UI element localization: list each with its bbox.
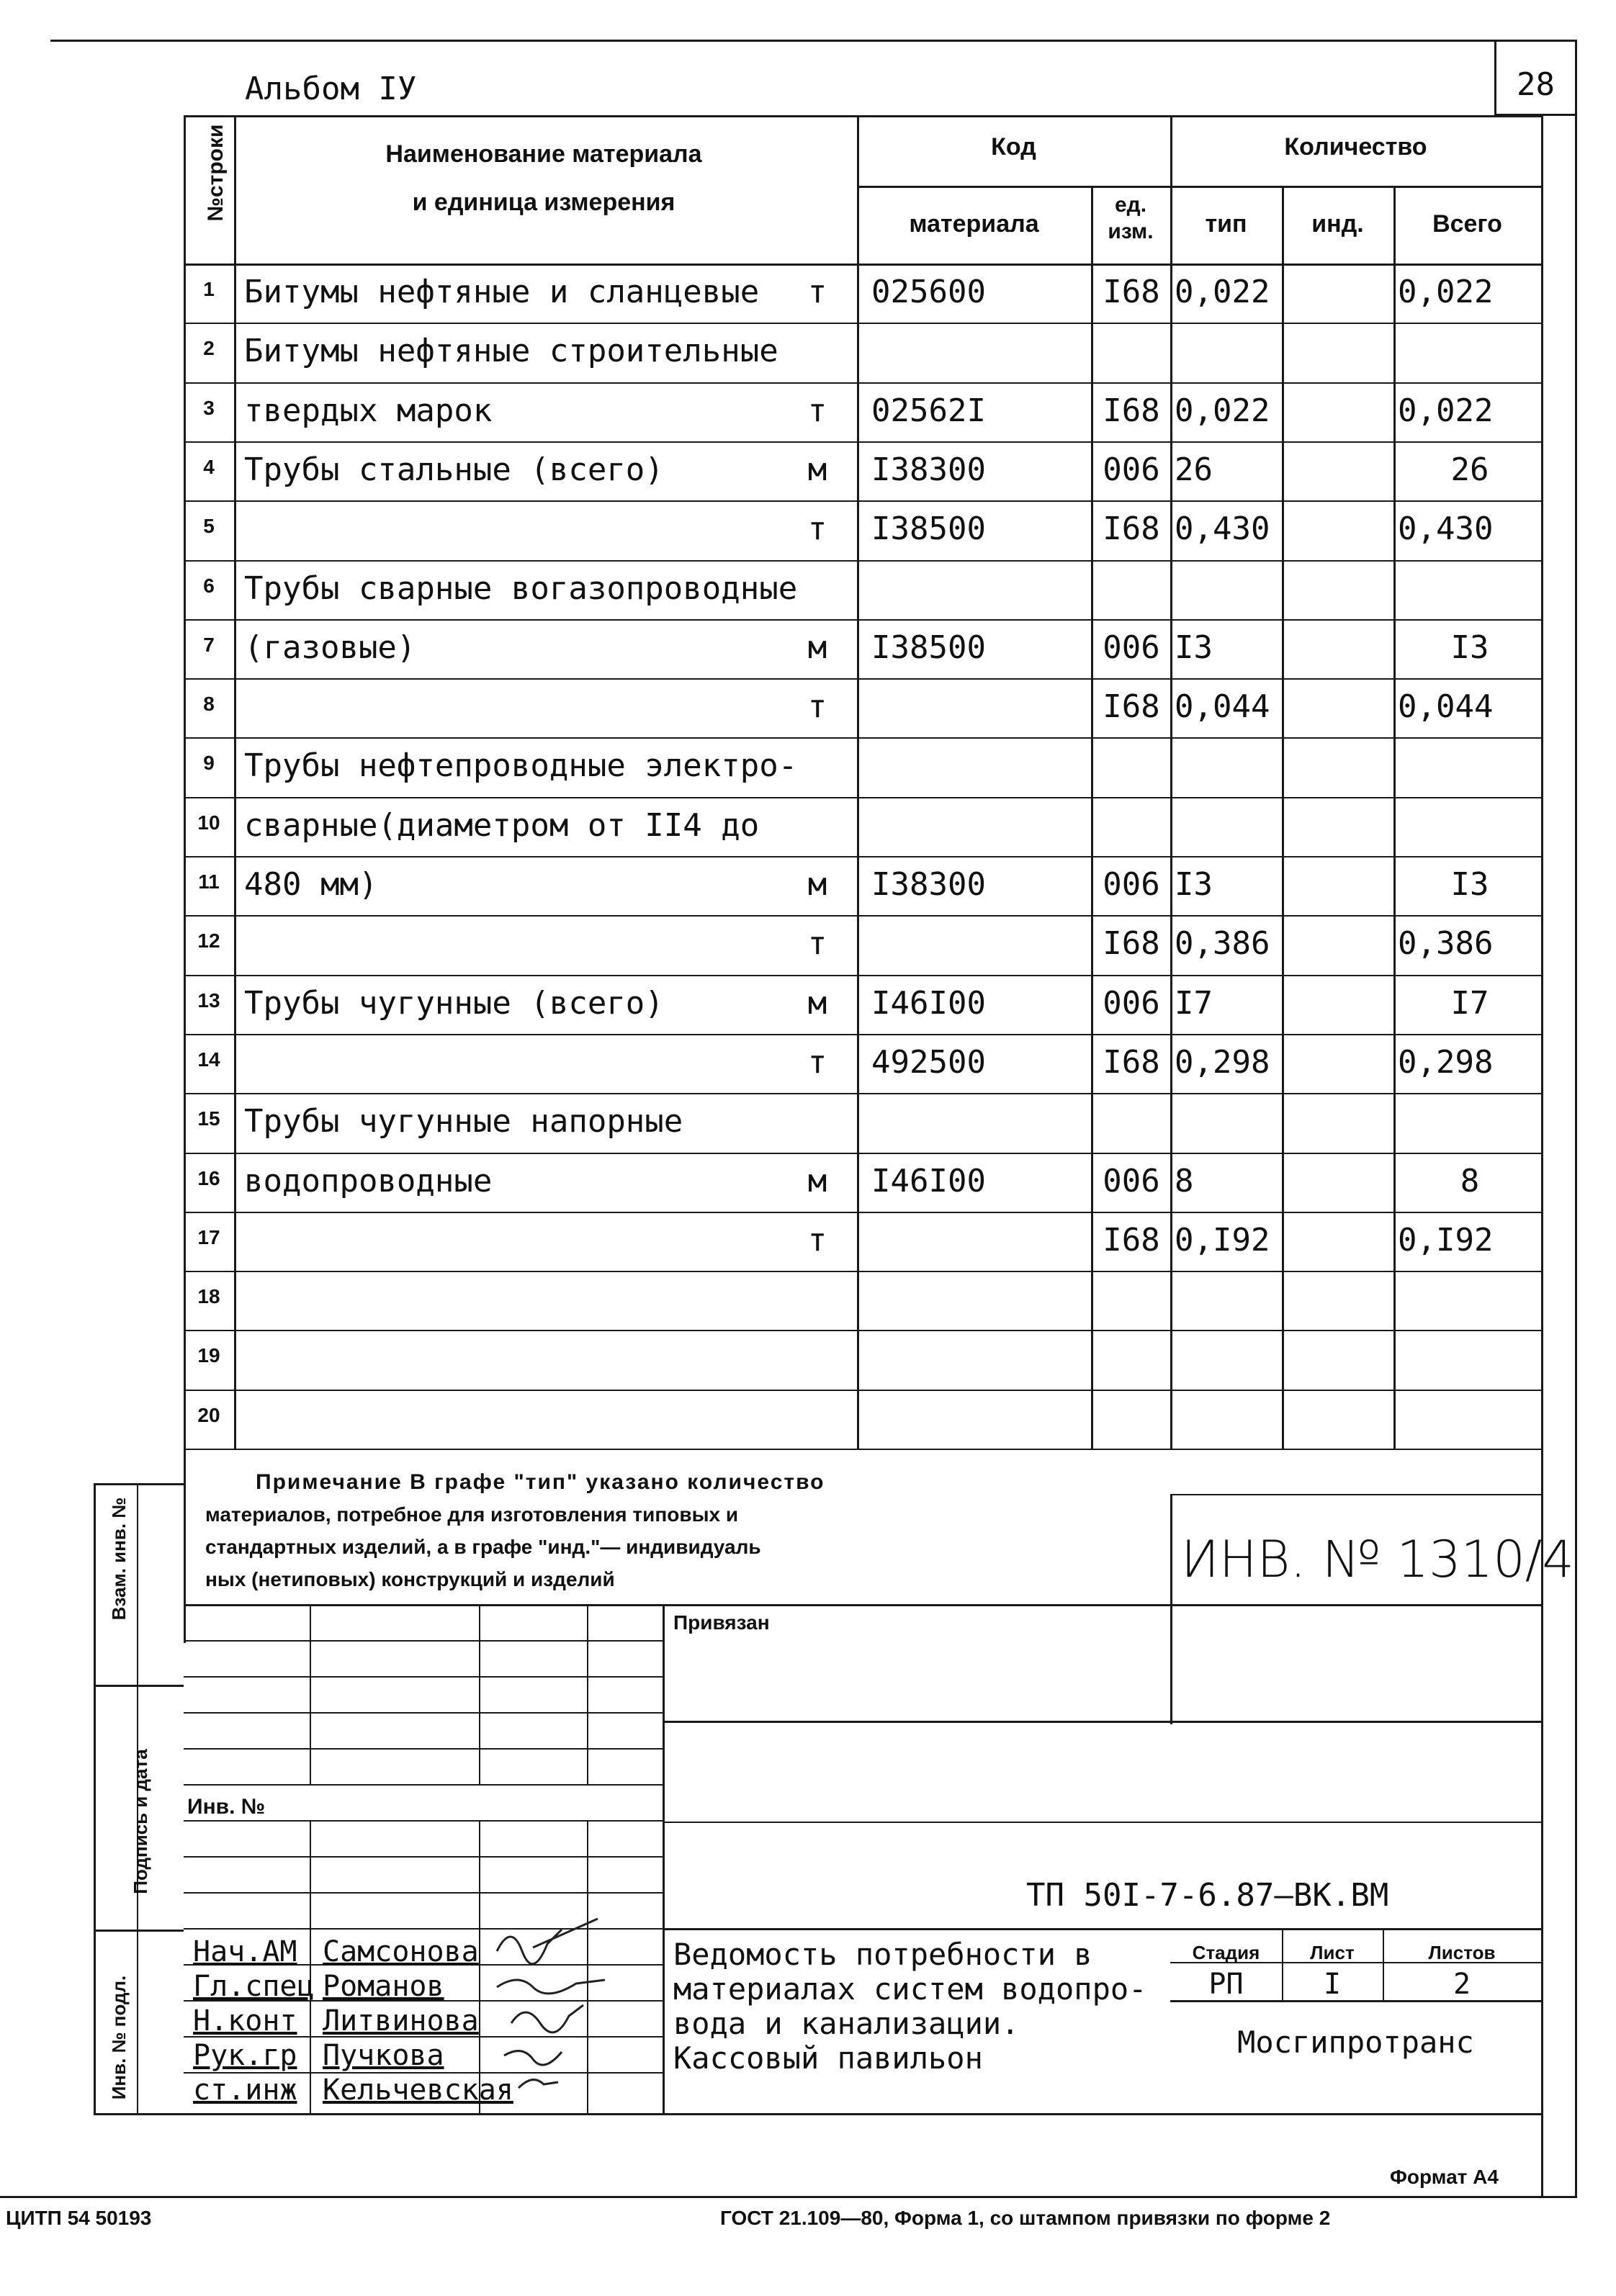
grid-row-line: [184, 678, 1541, 680]
stamp-h-line: [1170, 1494, 1541, 1495]
quantity-total: 8: [1460, 1162, 1480, 1199]
material-name: водопроводные: [244, 1162, 493, 1199]
unit-header-line1: ед.: [1114, 193, 1147, 217]
privyazan-label: Привязан: [673, 1611, 770, 1634]
stamp-h-line: [663, 1928, 1541, 1930]
grid-row-line: [184, 323, 1541, 324]
material-code: I46I00: [871, 984, 986, 1022]
quantity-type: 26: [1175, 451, 1213, 488]
side-label-inv-podl: Инв. № подл.: [108, 1975, 130, 2100]
quantity-type: 0,386: [1175, 925, 1270, 963]
row-number: 3: [203, 396, 215, 419]
row-number: 18: [197, 1285, 220, 1308]
ind-header: инд.: [1311, 210, 1364, 238]
quantity-type: 0,298: [1175, 1043, 1270, 1081]
unit-code: I68: [1103, 274, 1160, 310]
material-code: I38500: [871, 629, 986, 666]
quantity-type: I3: [1175, 629, 1213, 666]
stamp-v-line: [587, 1604, 588, 1784]
handwritten-signatures: [490, 1915, 706, 2095]
doc-title-line2: материалах систем водопро-: [673, 1971, 1147, 2007]
footer-left: ЦИТП 54 50193: [6, 2207, 152, 2229]
right-border: [1575, 40, 1577, 2198]
quantity-total: 0,430: [1398, 510, 1494, 548]
staff-name: Кельчевская: [323, 2074, 513, 2107]
unit-code: I68: [1103, 392, 1160, 429]
quantity-type: 0,044: [1175, 688, 1270, 726]
grid-v-line: [1170, 115, 1172, 1449]
quantity-total: I7: [1450, 984, 1489, 1022]
material-unit-letter: т: [807, 688, 827, 726]
staff-role: Гл.спец: [193, 1970, 315, 2003]
grid-row-line: [184, 915, 1541, 917]
staff-name: Романов: [323, 1970, 444, 2003]
quantity-type: 8: [1175, 1162, 1194, 1199]
staff-role: Н.конт: [193, 2004, 297, 2038]
doc-title-line4: Кассовый павильон: [673, 2040, 983, 2076]
material-unit-letter: т: [807, 274, 827, 310]
side-label-podpis-data: Подпись и дата: [130, 1749, 151, 1894]
row-number: 12: [197, 929, 220, 953]
quantity-type: 0,022: [1175, 392, 1270, 429]
staff-name: Пучкова: [323, 2039, 444, 2072]
material-unit-letter: т: [807, 1043, 827, 1081]
unit-code: I68: [1103, 510, 1160, 548]
material-unit-letter: м: [807, 629, 827, 666]
staff-name: Литвинова: [323, 2004, 479, 2038]
stamp-h-line: [184, 1604, 1541, 1606]
page-number: 28: [1517, 66, 1555, 103]
stamp-v-line: [479, 1820, 480, 2113]
note-line3: стандартных изделий, а в графе "инд."— индивидуаль: [205, 1536, 761, 1558]
doc-title-line3: вода и канализации.: [673, 2006, 1020, 2041]
material-name: Трубы стальные (всего): [244, 451, 664, 488]
code-header: Код: [991, 133, 1036, 161]
unit-code: I68: [1103, 1043, 1160, 1081]
grid-row-line: [184, 500, 1541, 502]
material-unit-letter: т: [807, 1221, 827, 1259]
material-name: сварные(диаметром от II4 до: [244, 806, 760, 844]
document-code: ТП 50I-7-6.87—ВК.ВМ: [1026, 1877, 1389, 1914]
material-code: 025600: [871, 274, 986, 310]
row-number: 2: [203, 337, 215, 360]
material-code: 02562I: [871, 392, 986, 429]
doc-title-line1: Ведомость потребности в: [673, 1937, 1092, 1972]
quantity-total: 26: [1450, 451, 1489, 488]
unit-code: I68: [1103, 688, 1160, 726]
material-name: Трубы нефтепроводные электро-: [244, 747, 798, 785]
stamp-h-line: [663, 1822, 1541, 1823]
quantity-type: I3: [1175, 866, 1213, 903]
material-name: Трубы сварные вогазопроводные: [244, 570, 798, 607]
quantity-total: 0,I92: [1398, 1221, 1494, 1259]
stamp-v-line: [1170, 1494, 1172, 1724]
stamp-v-line: [94, 1483, 96, 2113]
material-code: I38300: [871, 866, 986, 903]
staff-name: Самсонова: [323, 1935, 479, 1968]
sheets-value: 2: [1453, 1968, 1471, 2001]
staff-role: ст.инж: [193, 2074, 297, 2107]
total-header: Всего: [1432, 210, 1502, 238]
row-number: 11: [198, 870, 220, 893]
stamp-h-line: [184, 1892, 663, 1894]
row-number: 20: [197, 1403, 220, 1426]
quantity-type: 0,430: [1175, 510, 1270, 548]
grid-row-line: [184, 441, 1541, 443]
stamp-h-line: [94, 1483, 184, 1485]
row-number: 1: [203, 278, 215, 300]
material-unit-letter: т: [807, 925, 827, 963]
row-number: 6: [203, 574, 215, 597]
quantity-type: 0,022: [1175, 274, 1270, 310]
grid-v-line: [234, 115, 236, 1449]
material-name: Трубы чугунные напорные: [244, 1103, 683, 1140]
unit-code: I68: [1103, 1221, 1160, 1259]
row-number: 16: [197, 1166, 220, 1189]
unit-code: 006: [1103, 451, 1160, 488]
row-number: 14: [197, 1048, 220, 1071]
sheet-label: Лист: [1310, 1942, 1355, 1963]
grid-row-line: [184, 856, 1541, 857]
top-border: [50, 40, 1577, 42]
grid-row-line: [184, 382, 1541, 384]
row-number: 13: [197, 989, 220, 1012]
stamp-h-line: [184, 1856, 663, 1858]
row-number: 15: [197, 1107, 220, 1130]
album-title: Альбом IУ: [245, 71, 417, 107]
row-number: 8: [203, 693, 215, 716]
note-line4: ных (нетиповых) конструкций и изделий: [205, 1568, 615, 1590]
row-number: 17: [197, 1225, 220, 1248]
unit-header-line2: изм.: [1108, 220, 1154, 243]
grid-row-line: [184, 1449, 1541, 1450]
quantity-type: 0,I92: [1175, 1221, 1270, 1259]
grid-h-line: [184, 115, 1541, 117]
quantity-total: 0,044: [1398, 688, 1494, 726]
stamp-h-line: [184, 1784, 663, 1786]
quantity-total: 0,298: [1398, 1043, 1494, 1081]
row-number: 19: [197, 1344, 220, 1367]
stamp-v-line: [479, 1604, 480, 1784]
grid-row-line: [184, 1390, 1541, 1391]
quantity-total: I3: [1450, 629, 1489, 666]
footer-format: Формат А4: [1390, 2166, 1499, 2188]
quantity-total: 0,022: [1398, 274, 1494, 310]
unit-code: I68: [1103, 925, 1160, 963]
stamp-h-line: [184, 1748, 663, 1750]
row-number: 4: [203, 455, 215, 478]
grid-v-line: [857, 115, 859, 1449]
stage-label: Стадия: [1192, 1942, 1260, 1963]
name-header-line1: Наименование материала: [385, 140, 702, 168]
grid-v-line: [1282, 186, 1284, 1449]
material-unit-letter: т: [807, 510, 827, 548]
material-name: Трубы чугунные (всего): [244, 984, 664, 1022]
material-unit-letter: м: [807, 984, 827, 1022]
grid-row-line: [184, 1093, 1541, 1094]
bottom-border: [0, 2196, 1577, 2198]
quantity-header: Количество: [1284, 133, 1427, 161]
material-unit-letter: м: [807, 1162, 827, 1199]
grid-row-line: [184, 797, 1541, 798]
grid-row-line: [184, 560, 1541, 562]
quantity-total: 0,386: [1398, 925, 1494, 963]
grid-row-line: [184, 619, 1541, 621]
grid-row-line: [184, 1212, 1541, 1213]
note-line1: Примечание В графе "тип" указано количество: [256, 1470, 825, 1494]
unit-code: 006: [1103, 1162, 1160, 1199]
material-name: (газовые): [244, 629, 416, 666]
side-label-vzam-inv: Взам. инв. №: [108, 1497, 130, 1621]
grid-h-line: [184, 264, 1541, 266]
material-unit-letter: т: [807, 392, 827, 429]
grid-row-line: [184, 1271, 1541, 1272]
sheet-value: I: [1323, 1968, 1342, 2001]
stamp-h-line: [184, 1676, 663, 1678]
stamp-v-line: [310, 1604, 311, 1784]
footer-gost: ГОСТ 21.109—80, Форма 1, со штампом привязки по форме 2: [720, 2207, 1331, 2229]
stamp-h-line: [184, 1640, 663, 1642]
stamp-h-line: [184, 1712, 663, 1714]
stamp-h-line: [184, 2113, 1541, 2115]
grid-row-line: [184, 737, 1541, 739]
material-name: 480 мм): [244, 866, 378, 903]
sheets-label: Листов: [1428, 1942, 1496, 1963]
row-number: 9: [203, 752, 215, 775]
name-header-line2: и единица измерения: [412, 189, 675, 216]
material-code: I46I00: [871, 1162, 986, 1199]
row-number-header: №строки: [204, 124, 228, 222]
stamp-h-line: [663, 1721, 1541, 1723]
stamp-h-line: [184, 1820, 663, 1822]
row-number: 10: [197, 811, 220, 834]
material-code: I38500: [871, 510, 986, 548]
grid-row-line: [184, 1153, 1541, 1154]
quantity-total: 0,022: [1398, 392, 1494, 429]
row-number: 7: [203, 633, 215, 656]
organization-name: Мосгипротранс: [1237, 2025, 1474, 2060]
note-line2: материалов, потребное для изготовления типовых и: [205, 1503, 739, 1526]
unit-code: 006: [1103, 629, 1160, 666]
staff-role: Нач.АМ: [193, 1935, 297, 1968]
material-code: 492500: [871, 1043, 986, 1081]
material-unit-letter: м: [807, 451, 827, 488]
stamp-h-line: [94, 2113, 184, 2115]
grid-v-line: [1393, 186, 1396, 1449]
grid-v-line: [1091, 186, 1093, 1449]
quantity-type: I7: [1175, 984, 1213, 1022]
stage-value: РП: [1208, 1968, 1244, 2001]
material-unit-letter: м: [807, 866, 827, 903]
material-code-header: материала: [909, 210, 1039, 238]
type-header: тип: [1205, 210, 1247, 238]
grid-row-line: [184, 1034, 1541, 1035]
row-number: 5: [203, 515, 215, 538]
staff-role: Рук.гр: [193, 2039, 297, 2072]
grid-h-line: [857, 186, 1541, 188]
unit-code: 006: [1103, 866, 1160, 903]
material-name: твердых марок: [244, 392, 493, 429]
grid-row-line: [184, 1330, 1541, 1331]
material-name: Битумы нефтяные и сланцевые: [244, 274, 760, 310]
unit-code: 006: [1103, 984, 1160, 1022]
stamp-h-line: [94, 1685, 184, 1687]
inv-number-label: Инв. №: [187, 1795, 266, 1819]
grid-row-line: [184, 975, 1541, 976]
stamp-v-line: [310, 1820, 311, 2113]
material-code: I38300: [871, 451, 986, 488]
quantity-total: I3: [1450, 866, 1489, 903]
inventory-stamp: ИНВ. № 1310/4: [1181, 1530, 1574, 1589]
material-name: Битумы нефтяные строительные: [244, 333, 778, 370]
